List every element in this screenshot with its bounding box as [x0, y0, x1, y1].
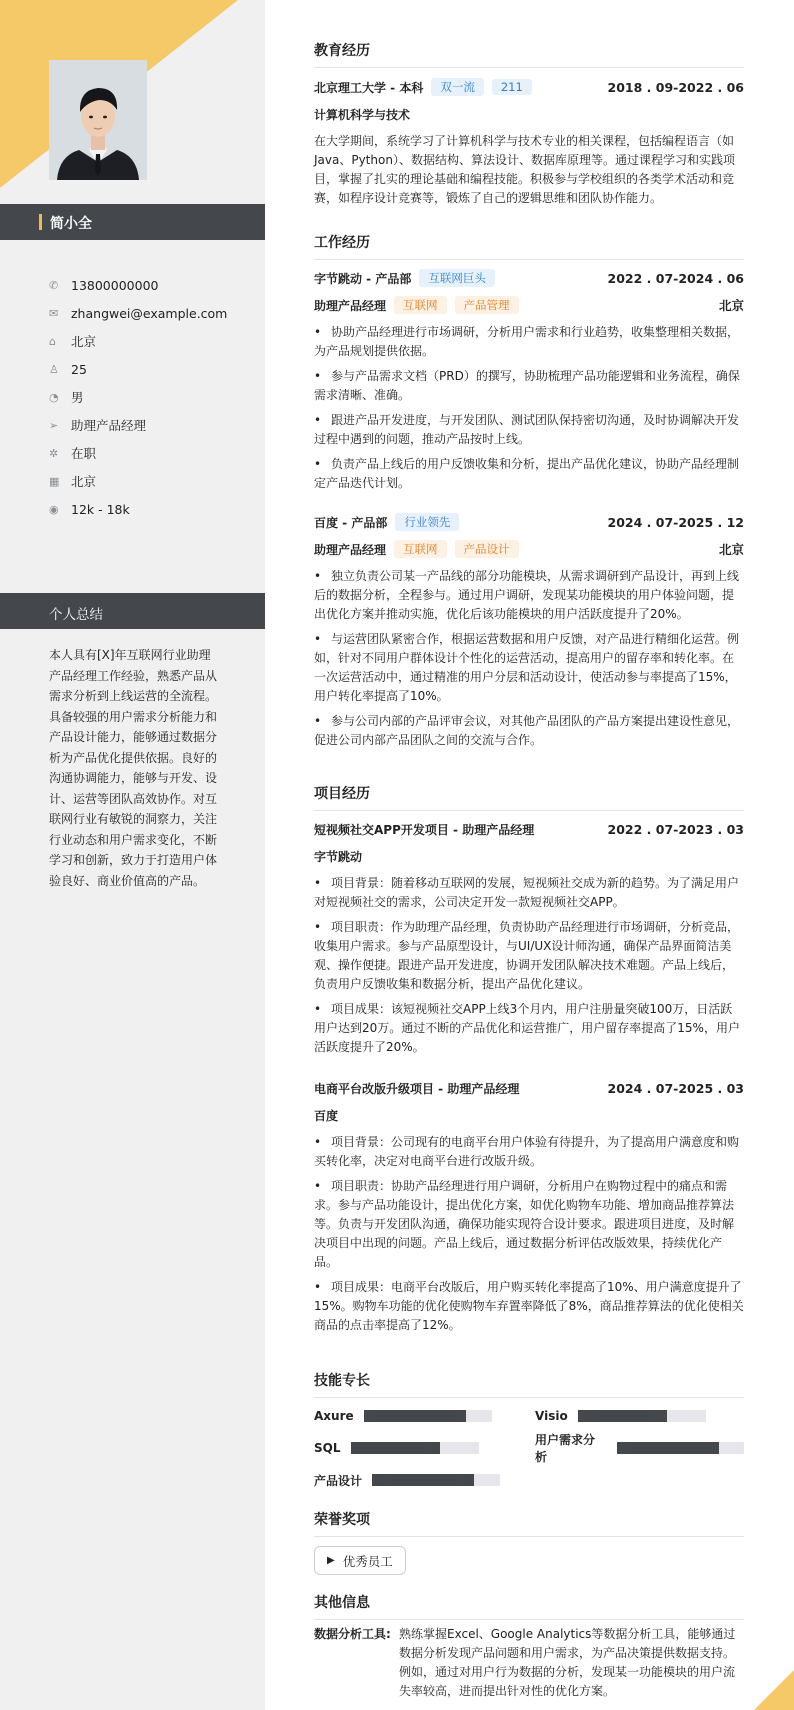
project-date: 2022 . 07-2023 . 03 [607, 821, 744, 837]
gender-value: 男 [71, 390, 84, 405]
other-title: 其他信息 [314, 1592, 744, 1620]
list-item [314, 567, 744, 624]
major-row [314, 104, 744, 124]
info-email [49, 299, 259, 327]
role-tag: 产品设计 [455, 540, 519, 558]
job-header [314, 268, 744, 288]
job-tag: 互联网巨头 [419, 269, 495, 287]
candidate-name: 简小全 [50, 216, 92, 232]
job-company: 百度 - 产品部 [314, 515, 388, 530]
position-value: 助理产品经理 [71, 418, 147, 433]
info-phone [49, 271, 259, 299]
duty-text: • 协助产品经理进行市场调研，分析用户需求和行业趋势，收集整理相关数据，为产品规划提供依据。 [314, 325, 740, 358]
info-city [49, 467, 259, 495]
skill-fill [372, 1474, 474, 1486]
edu-tag: 211 [492, 79, 532, 95]
skill-item [314, 1470, 500, 1490]
project-date: 2024 . 07-2025 . 03 [607, 1080, 744, 1096]
project-name: 短视频社交APP开发项目 - 助理产品经理 [314, 822, 535, 837]
edu-tag: 双一流 [431, 78, 484, 96]
info-position [49, 411, 259, 439]
skill-bar [617, 1442, 744, 1454]
education-desc: 在大学期间，系统学习了计算机科学与技术专业的相关课程，包括编程语言（如Java、Python）、数据结构、算法设计、数据库原理等。通过课程学习和实践项目，掌握了扎实的理论基础和编程技能。积极参与学校组织的各类学术活动和竞赛，如程序设计竞赛等，锻炼了自己的逻辑思维和团队协作能力。 [314, 134, 735, 205]
list-item [314, 918, 744, 994]
skill-fill [578, 1410, 668, 1422]
project-text: • 项目背景：公司现有的电商平台用户体验有待提升，为了提高用户满意度和购买转化率，决定对电商平台进行改版升级。 [314, 1135, 740, 1168]
status-value: 在职 [71, 446, 97, 461]
project-text: • 项目职责：协助产品经理进行用户调研，分析用户在购物过程中的痛点和需求。参与产品功能设计，提出优化方案，如优化购物车功能、增加商品推荐算法等。负责与开发团队沟通，确保功能实现符合设计要求。跟进项目进度，及时解决项目中出现的问题。产品上线后，通过数据分析评估改版效果，持续优化产品。 [314, 1179, 735, 1269]
skill-bar [372, 1474, 500, 1486]
list-item [314, 874, 744, 912]
job-role-row [314, 539, 744, 559]
name-bar [0, 204, 265, 240]
project-company-row [314, 846, 744, 866]
info-gender [49, 383, 259, 411]
skills-title: 技能专长 [314, 1370, 744, 1398]
major: 计算机科学与技术 [314, 107, 411, 122]
phone-icon: ✆ [49, 278, 59, 292]
project-name: 电商平台改版升级项目 - 助理产品经理 [314, 1081, 520, 1096]
role-tag: 产品管理 [455, 296, 519, 314]
edu-date: 2018 . 09-2022 . 06 [607, 79, 744, 95]
skill-fill [617, 1442, 719, 1454]
skill-name: Visio [535, 1409, 568, 1423]
school-name: 北京理工大学 - 本科 [314, 80, 424, 95]
project-text: • 项目职责：作为助理产品经理，负责协助产品经理进行市场调研，分析竞品，收集用户需求。参与产品原型设计，与UI/UX设计师沟通，确保产品界面简洁美观、操作便捷。跟进产品开发进度，协调开发团队解决技术难题。产品上线后，负责用户反馈收集和数据分析，提出产品优化建议。 [314, 920, 740, 991]
skill-fill [364, 1410, 466, 1422]
list-item [314, 323, 744, 361]
job-tag: 行业领先 [395, 513, 459, 531]
job-role: 助理产品经理 [314, 298, 387, 313]
job-date: 2024 . 07-2025 . 12 [607, 514, 744, 530]
city-value: 北京 [71, 474, 97, 489]
list-item [314, 1177, 744, 1272]
duty-text: • 参与公司内部的产品评审会议，对其他产品团队的产品方案提出建设性意见，促进公司内部产品团队之间的交流与合作。 [314, 714, 740, 747]
awards-title: 荣誉奖项 [314, 1509, 744, 1537]
salary-value: 12k - 18k [71, 501, 130, 517]
job-company: 字节跳动 - 产品部 [314, 271, 412, 286]
role-tag: 互联网 [394, 540, 447, 558]
award-item-button[interactable] [314, 1546, 406, 1575]
list-item [314, 411, 744, 449]
duty-text: • 与运营团队紧密合作，根据运营数据和用户反馈，对产品进行精细化运营。例如，针对不同用户群体设计个性化的运营活动，提高用户的留存率和转化率。在一次运营活动中，通过精准的用户分层和活动设计，使活动参与率提高了15%，用户转化率提高了10%。 [314, 632, 740, 703]
job-role-row [314, 295, 744, 315]
project-company-row [314, 1105, 744, 1125]
project-text: • 项目成果：该短视频社交APP上线3个月内，用户注册量突破100万，日活跃用户达到20万。通过不断的产品优化和运营推广，用户留存率提高了15%，用户活跃度提升了20%。 [314, 1002, 740, 1054]
projects-title: 项目经历 [314, 783, 744, 811]
project-header [314, 819, 744, 839]
job-city: 北京 [718, 298, 744, 313]
project-text: • 项目成果：电商平台改版后，用户购买转化率提高了10%、用户满意度提升了15%。购物车功能的优化使购物车弃置率降低了8%，商品推荐算法的优化使相关商品的点击率提高了12%。 [314, 1280, 744, 1332]
list-item [314, 1000, 744, 1057]
send-icon: ➢ [49, 418, 59, 432]
skill-bar [578, 1410, 706, 1422]
info-status [49, 439, 259, 467]
summary-text: 本人具有[X]年互联网行业助理产品经理工作经验，熟悉产品从需求分析到上线运营的全流程。具备较强的用户需求分析能力和产品设计能力，能够通过数据分析为产品优化提供依据。良好的沟通协调能力，能够与开发、设计、运营等团队高效协作。对互联网行业有敏锐的洞察力，关注行业动态和用户需求变化，不断学习和创新，致力于打造用户体验良好、商业价值高的产品。 [49, 648, 218, 888]
job-date: 2022 . 07-2024 . 06 [607, 270, 744, 286]
age-icon: ♙ [49, 362, 59, 376]
hometown-value: 北京 [71, 334, 97, 349]
skill-item [314, 1406, 492, 1426]
play-icon: ▶ [327, 1555, 335, 1566]
work-title: 工作经历 [314, 232, 744, 260]
skill-name: SQL [314, 1441, 341, 1455]
status-icon: ✲ [49, 446, 59, 460]
job-role: 助理产品经理 [314, 542, 387, 557]
project-company: 字节跳动 [314, 849, 363, 864]
other-label: 数据分析工具: [314, 1627, 391, 1641]
skill-name: 用户需求分析 [535, 1433, 596, 1464]
education-header [314, 77, 744, 97]
job-duties [314, 567, 744, 756]
mail-icon: ✉ [49, 306, 59, 320]
gender-icon: ◔ [49, 390, 59, 404]
other-info [314, 1625, 744, 1701]
info-age [49, 355, 259, 383]
email-value: zhangwei@example.com [71, 305, 228, 321]
job-header [314, 512, 744, 532]
award-label: 优秀员工 [342, 1553, 393, 1569]
skill-fill [351, 1442, 441, 1454]
skill-name: 产品设计 [314, 1473, 363, 1488]
list-item [314, 1133, 744, 1171]
other-text: 熟练掌握Excel、Google Analytics等数据分析工具，能够通过数据分析发现产品问题和用户需求，为产品决策提供数据支持。例如，通过对用户行为数据的分析，发现某一功能模块的用户流失率较高，进而提出针对性的优化方案。 [399, 1627, 736, 1698]
project-details [314, 1133, 744, 1341]
corner-decoration-bottom [754, 1670, 794, 1710]
project-company: 百度 [314, 1108, 339, 1123]
skill-bar [351, 1442, 479, 1454]
skill-item [314, 1438, 479, 1458]
contact-info-list [49, 271, 259, 523]
job-city: 北京 [718, 542, 744, 557]
list-item [314, 712, 744, 750]
skill-bar [364, 1410, 492, 1422]
age-value: 25 [71, 361, 87, 377]
list-item [314, 455, 744, 493]
duty-text: • 独立负责公司某一产品线的部分功能模块，从需求调研到产品设计，再到上线后的数据分析，全程参与。通过用户调研，发现某功能模块的用户体验问题，提出优化方案并推动实施，优化后该功能模块的用户活跃度提升了20%。 [314, 569, 740, 621]
building-icon: ▦ [49, 474, 60, 488]
duty-text: • 负责产品上线后的用户反馈收集和分析，提出产品优化建议，协助产品经理制定产品迭代计划。 [314, 457, 740, 490]
skill-item [535, 1433, 744, 1464]
education-title: 教育经历 [314, 40, 744, 68]
info-hometown [49, 327, 259, 355]
name-accent [39, 214, 42, 230]
summary-title: 个人总结 [49, 607, 103, 623]
project-text: • 项目背景：随着移动互联网的发展，短视频社交成为新的趋势。为了满足用户对短视频社交的需求，公司决定开发一款短视频社交APP。 [314, 876, 740, 909]
duty-text: • 参与产品需求文档（PRD）的撰写，协助梳理产品功能逻辑和业务流程，确保需求清晰、准确。 [314, 369, 740, 402]
skill-name: Axure [314, 1409, 354, 1423]
avatar [49, 60, 147, 180]
job-duties [314, 323, 744, 499]
list-item [314, 630, 744, 706]
info-salary [49, 495, 259, 523]
duty-text: • 跟进产品开发进度，与开发团队、测试团队保持密切沟通，及时协调解决开发过程中遇到的问题，推动产品按时上线。 [314, 413, 740, 446]
role-tag: 互联网 [394, 296, 447, 314]
skill-item [535, 1406, 706, 1426]
project-details [314, 874, 744, 1063]
list-item [314, 367, 744, 405]
phone-value: 13800000000 [71, 277, 159, 293]
sidebar [0, 0, 265, 1710]
list-item [314, 1278, 744, 1335]
salary-icon: ◉ [49, 502, 59, 516]
home-icon: ⌂ [49, 334, 56, 348]
summary-header [0, 593, 265, 629]
project-header [314, 1078, 744, 1098]
